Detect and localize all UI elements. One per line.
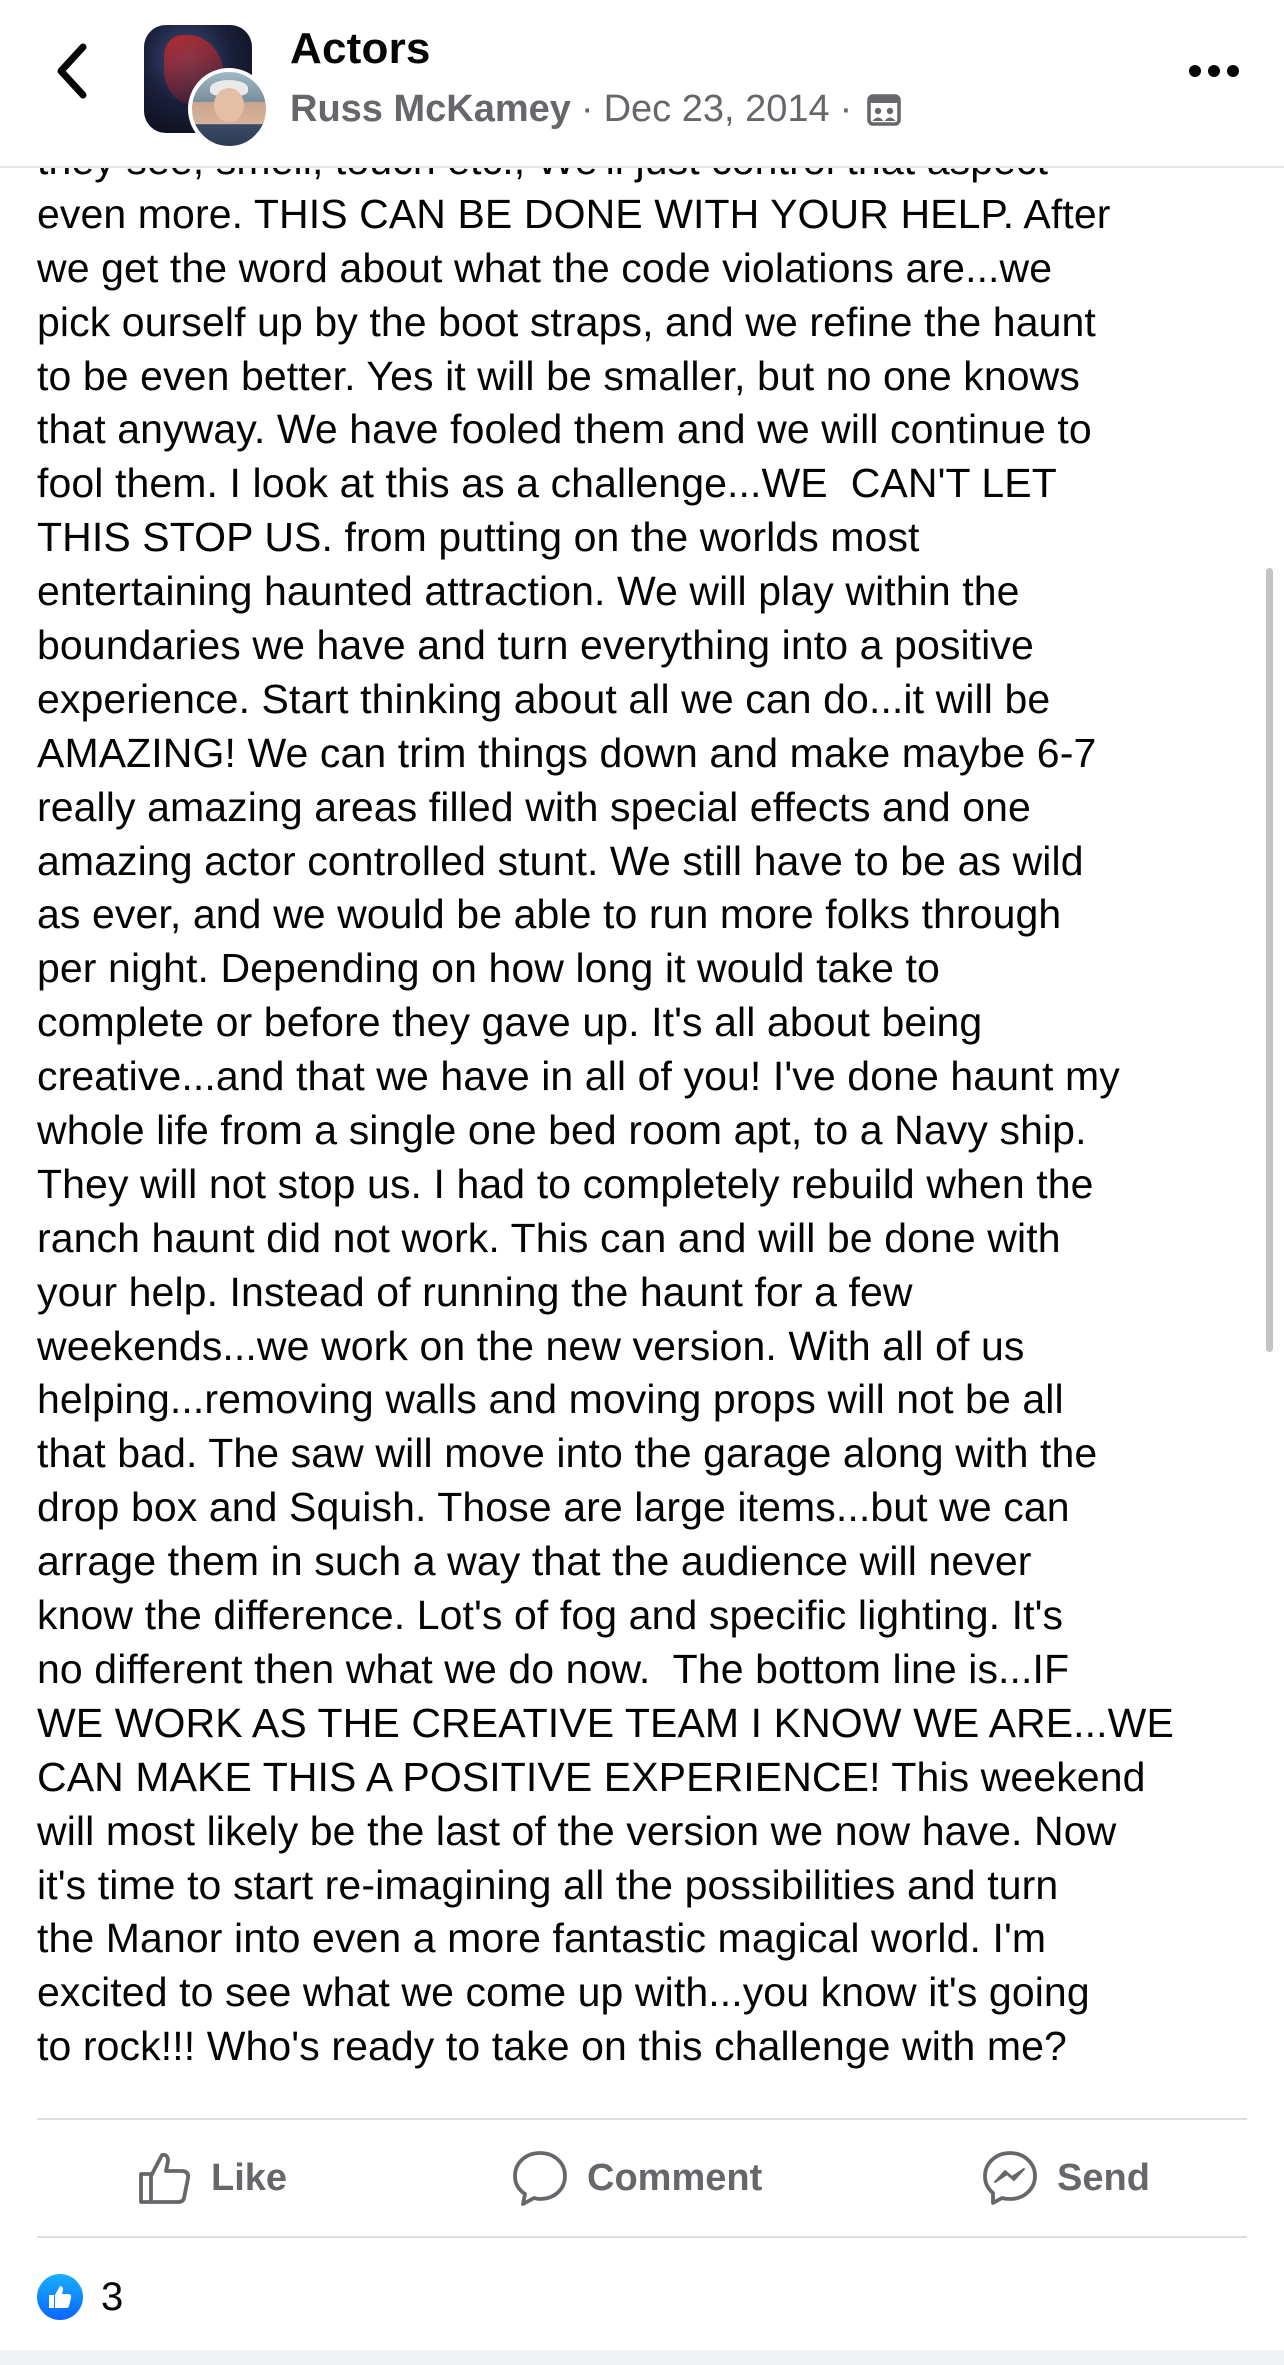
post-text-line: even more. THIS CAN BE DONE WITH YOUR HELP. After: [37, 190, 1111, 237]
post-text-line: whole life from a single one bed room apt, to a Navy ship.: [37, 1107, 1087, 1154]
meta-separator: ·: [580, 88, 594, 130]
thumbs-up-icon: [135, 2149, 193, 2207]
comment-label: Comment: [587, 2156, 763, 2199]
post-text-line: the Manor into even a more fantastic magical world. I'm: [37, 1915, 1047, 1962]
post-text-line: to rock!!! Who's ready to take on this challenge with me?: [37, 2023, 1067, 2070]
post-text-line: experience. Start thinking about all we can do...it will be: [37, 675, 1051, 722]
reaction-count: 3: [101, 2274, 124, 2319]
post-text-line: complete or before they gave up. It's all about being: [37, 999, 983, 1046]
post-text-line: know the difference. Lot's of fog and specific lighting. It's: [37, 1592, 1064, 1639]
post-text-line: pick ourself up by the boot straps, and we refine the haunt: [37, 298, 1096, 345]
post-text-line: no different then what we do now. The bottom line is...IF: [37, 1645, 1070, 1692]
post-text-line: excited to see what we come up with...you know it's going: [37, 1969, 1090, 2016]
post-text-line: as ever, and we would be able to run more folks through: [37, 891, 1062, 938]
post-text-line: fool them. I look at this as a challenge...WE CAN'T LET: [37, 460, 1057, 507]
post-text-line: per night. Depending on how long it would take to: [37, 945, 940, 992]
author-avatar[interactable]: [188, 68, 270, 150]
post-text-line: to be even better. Yes it will be smaller, but no one knows: [37, 352, 1080, 399]
post-date[interactable]: Dec 23, 2014: [603, 88, 830, 130]
post-text-line: will most likely be the last of the version we now have. Now: [37, 1807, 1117, 1854]
more-horizontal-icon: [1188, 64, 1240, 78]
post-text-line: entertaining haunted attraction. We will play within the: [37, 568, 1020, 615]
back-button[interactable]: [46, 38, 98, 104]
send-label: Send: [1057, 2156, 1150, 2199]
post-text-line: THIS STOP US. from putting on the worlds most: [37, 514, 920, 561]
messenger-icon: [981, 2149, 1039, 2207]
more-options-button[interactable]: [1180, 46, 1248, 96]
post-text-line: that anyway. We have fooled them and we will continue to: [37, 406, 1092, 453]
post-text-line: we get the word about what the code violations are...we: [37, 244, 1053, 291]
post-text-line: helping...removing walls and moving props will not be all: [37, 1376, 1064, 1423]
post-text-line: WE WORK AS THE CREATIVE TEAM I KNOW WE ARE...WE: [37, 1699, 1174, 1746]
post-text-line: boundaries we have and turn everything into a positive: [37, 622, 1034, 669]
post-text-line: They will not stop us. I had to completely rebuild when the: [37, 1160, 1094, 1207]
post-text-line: CAN MAKE THIS A POSITIVE EXPERIENCE! This weekend: [37, 1753, 1146, 1800]
like-label: Like: [211, 2156, 288, 2199]
post-text-line: creative...and that we have in all of you! I've done haunt my: [37, 1053, 1120, 1100]
author-name[interactable]: Russ McKamey: [290, 88, 571, 130]
post-actions: [37, 2120, 1247, 2236]
post-text-line: your help. Instead of running the haunt for a few: [37, 1268, 913, 1315]
post-text-line: ranch haunt did not work. This can and will be done with: [37, 1214, 1061, 1261]
group-name[interactable]: Actors: [290, 24, 431, 73]
like-button[interactable]: [135, 2120, 287, 2236]
reactions-summary[interactable]: [37, 2274, 123, 2320]
post-header: [0, 0, 1284, 168]
chevron-left-icon: [55, 43, 89, 99]
post-text-line: that bad. The saw will move into the garage along with the: [37, 1430, 1098, 1477]
comment-bubble-icon: [511, 2149, 569, 2207]
send-button[interactable]: [981, 2120, 1150, 2236]
post-text-line: AMAZING! We can trim things down and make maybe 6-7: [37, 729, 1097, 776]
post-text-line: it's time to start re-imagining all the possibilities and turn: [37, 1861, 1059, 1908]
scrollbar[interactable]: [1266, 568, 1273, 1352]
meta-separator: ·: [839, 88, 853, 130]
post-meta: [290, 88, 902, 131]
post-text-line: amazing actor controlled stunt. We still have to be as wild: [37, 837, 1084, 884]
post-text-line: really amazing areas filled with special effects and one: [37, 783, 1031, 830]
group-privacy-icon: [866, 92, 902, 128]
post-body: [37, 134, 1252, 2074]
post-text-line: arrage them in such a way that the audience will never: [37, 1538, 1032, 1585]
divider: [37, 2236, 1247, 2238]
like-reaction-icon: [37, 2274, 83, 2320]
feed-separator: [0, 2350, 1284, 2365]
post-text-line: weekends...we work on the new version. With all of us: [37, 1322, 1025, 1369]
comment-button[interactable]: [511, 2120, 762, 2236]
post-text-line: drop box and Squish. Those are large items...but we can: [37, 1484, 1070, 1531]
